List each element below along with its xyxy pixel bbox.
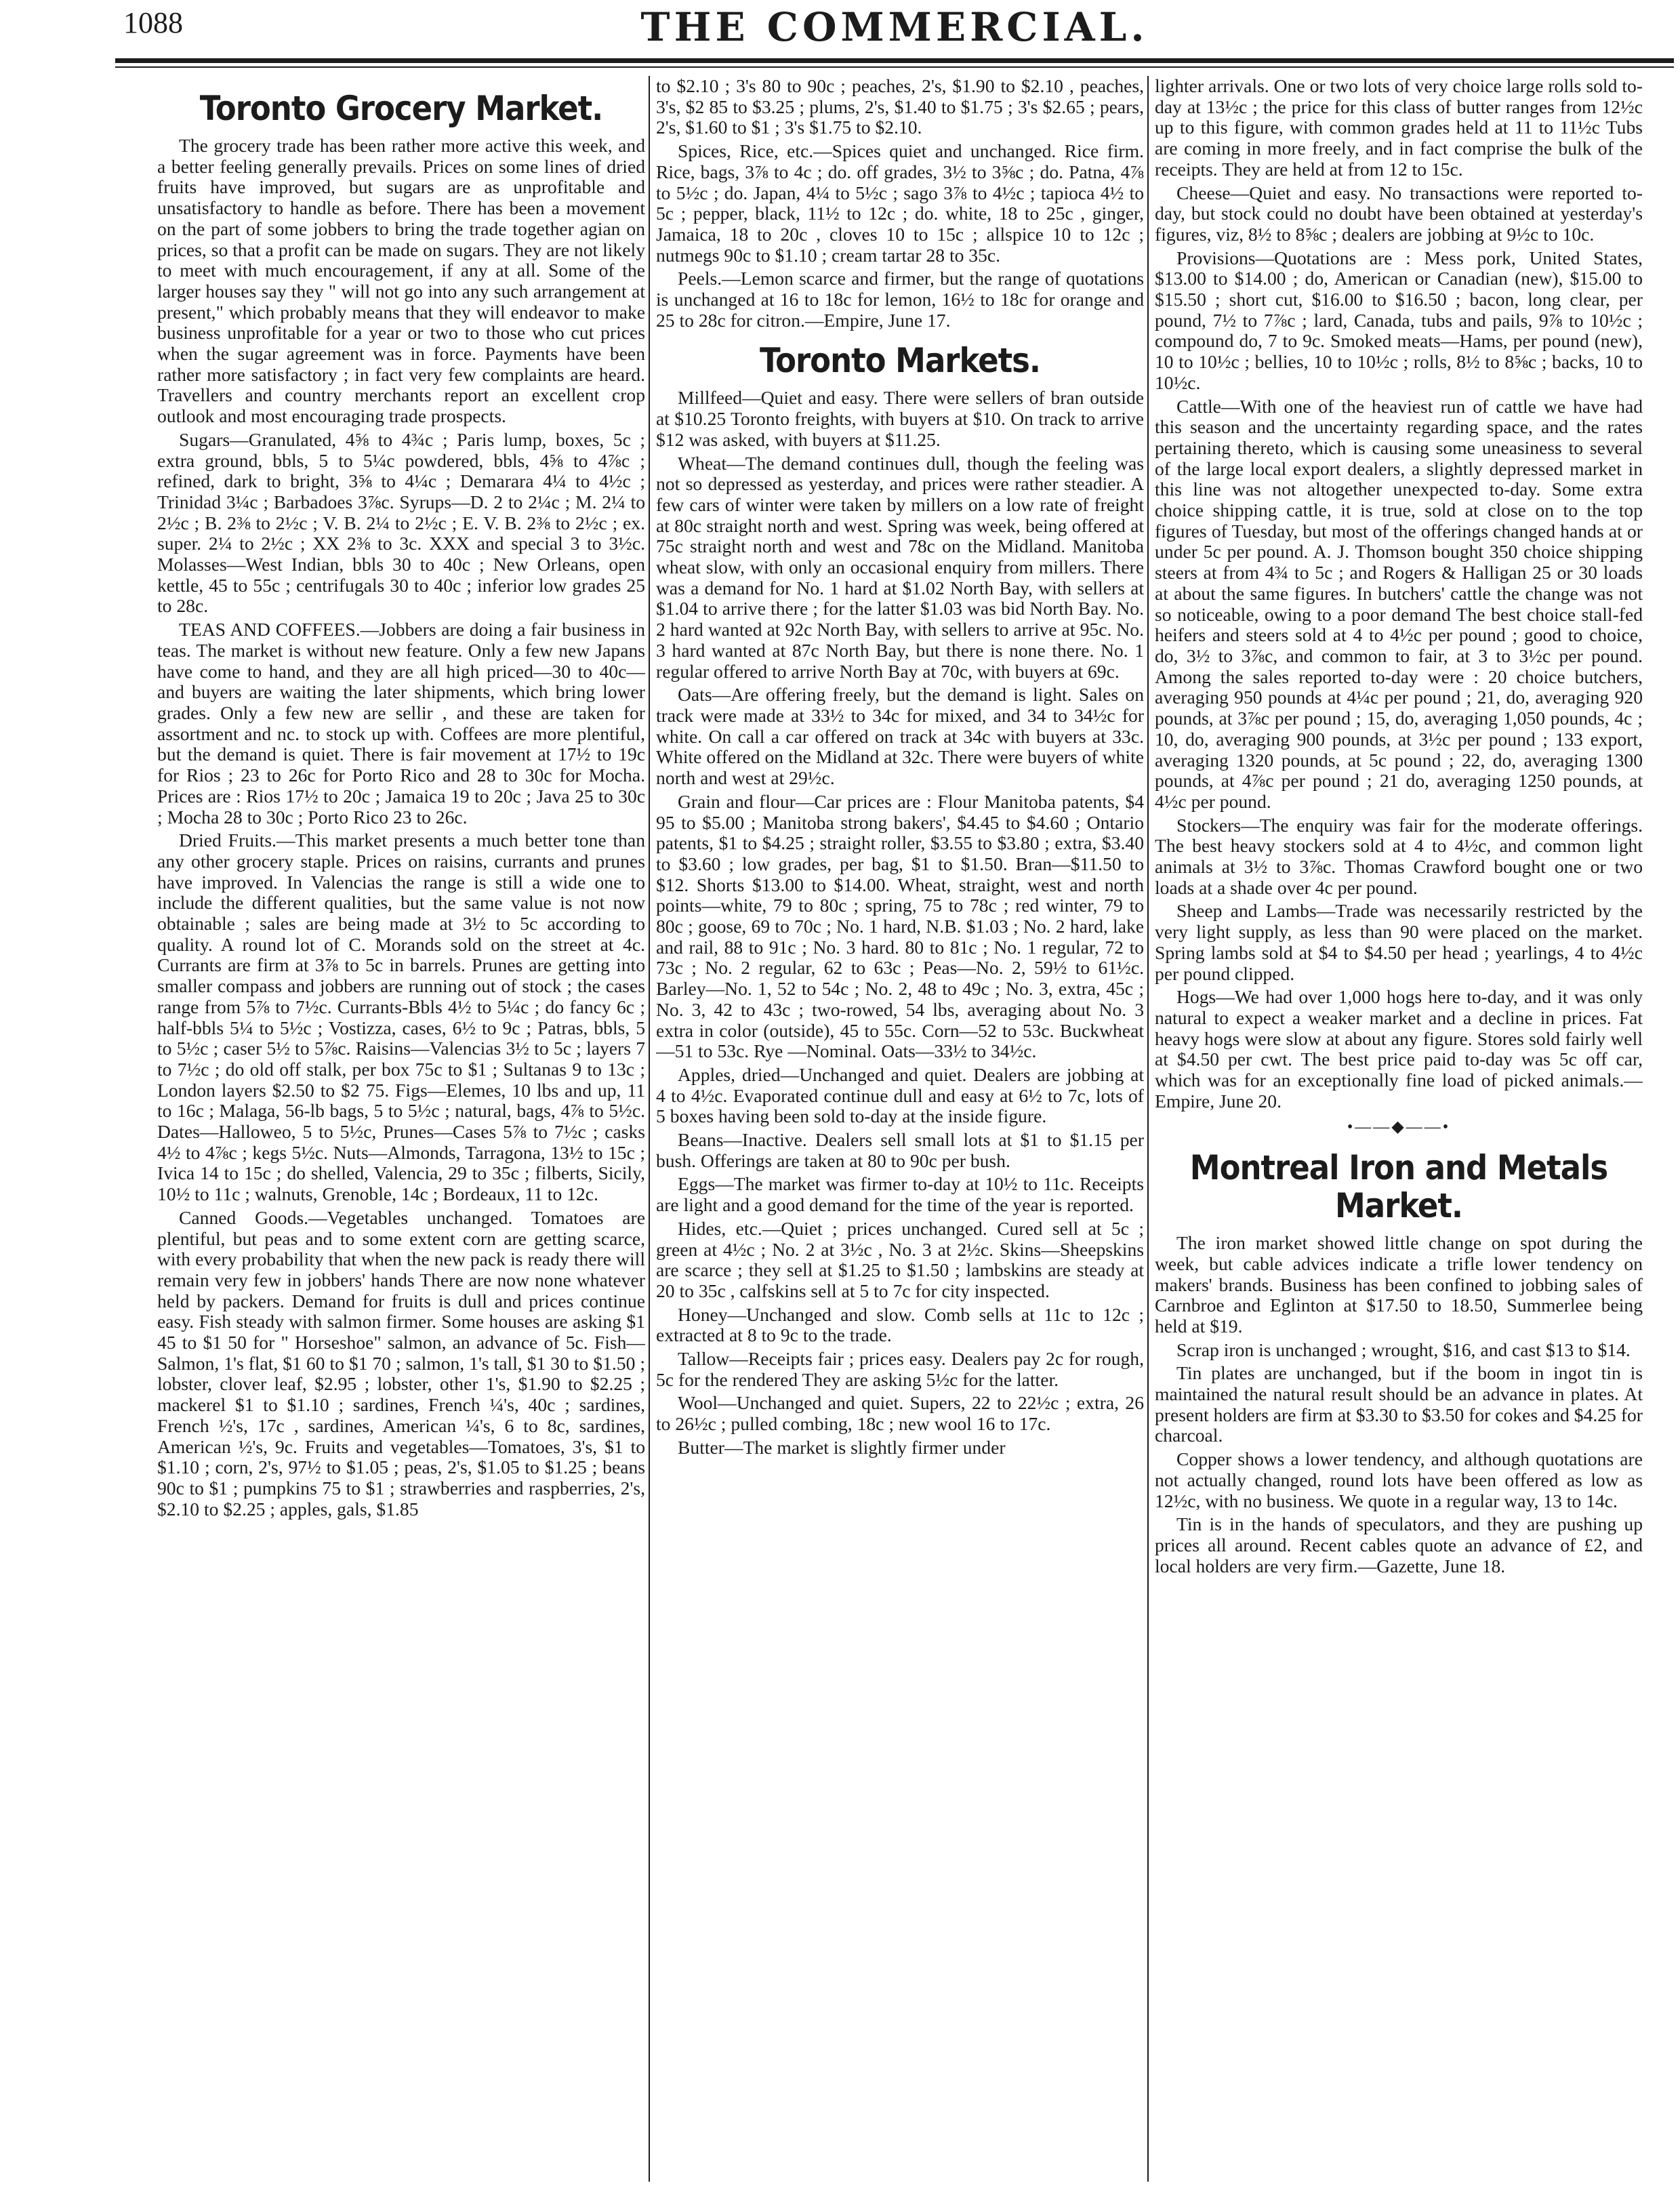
article-paragraph: Eggs—The market was firmer to-day at 10½ to 11c. Receipts are light and a good demand for the time of the year is reported.: [656, 1173, 1144, 1216]
article-paragraph: Spices, Rice, etc.—Spices quiet and unchanged. Rice firm. Rice, bags, 3⅞ to 4c ; do. off grades, 3½ to 3⅝c ; do. Patna, 4⅞ to 5½c ; do. Japan, 4¼ to 5½c ; sago 3⅞ to 4½c ; tapioca 4½ to 5c ; pepper, black, 11½ to 12c ; do. white, 18 to 25c , ginger, Jamaica, 18 to 20c , cloves 10 to 15c ; allspice 10 to 12c ; nutmegs 90c to $1.10 ; cream tartar 28 to 35c.: [656, 140, 1144, 266]
header-rule-thin: [115, 66, 1674, 68]
article-paragraph: Dried Fruits.—This market presents a much better tone than any other grocery staple. Prices on raisins, currants and prunes have improved. In Valencias the range is still a wide one to include the different qualities, but the same value is not now obtainable ; sales are being made at 3½ to 5c according to quality. A round lot of C. Morands sold on the street at 4c. Currants are firm at 3⅞ to 5c in barrels. Prunes are getting into smaller compass and jobbers are running out of stock ; the cases range from 5⅞ to 7½c. Currants-Bbls 4½ to 5¼c ; do fancy 6c ; half-bbls 5¼ to 5½c ; Vostizza, cases, 6½ to 9c ; Patras, bbls, 5 to 5½c ; caser 5½ to 5⅞c. Raisins—Valencias 3½ to 5c ; layers 7 to 7½c ; do old off stalk, per box 75c to $1 ; Sultanas 9 to 13c ; London layers $2.50 to $2 75. Figs—Elemes, 10 lbs and up, 11 to 16c ; Malaga, 56-lb bags, 5 to 5½c ; natural, bags, 4⅞ to 5½c. Dates—Halloweo, 5 to 5½c, Prunes—Cases 5⅞ to 7½c ; casks 4½ to 4⅞c ; kegs 5½c. Nuts—Almonds, Tarragona, 13½ to 15c ; Ivica 14 to 15c ; do shelled, Valencia, 29 to 35c ; filberts, Sicily, 10½ to 11c ; walnuts, Grenoble, 14c ; Bordeaux, 11 to 12c.: [157, 830, 645, 1205]
article-paragraph: Tin is in the hands of speculators, and they are pushing up prices all around. Recent cables quote an advance of £2, and local holders are very firm.—Gazette, June 18.: [1155, 1513, 1643, 1576]
article-paragraph: Grain and flour—Car prices are : Flour Manitoba patents, $4 95 to $5.00 ; Manitoba strong bakers', $4.45 to $4.60 ; Ontario patents, $1 to $4.25 ; straight roller, $3.55 to $3.80 ; extra, $3.40 to $3.60 ; low grades, per bag, $1 to $1.50. Bran—$11.50 to $12. Shorts $13.00 to $14.00. Wheat, straight, west and north points—white, 79 to 80c ; spring, 75 to 78c ; red winter, 79 to 80c ; goose, 69 to 70c ; No. 1 hard, N.B. $1.03 ; No. 2 hard, lake and rail, 88 to 91c ; No. 3 hard. 80 to 81c ; No. 1 regular, 72 to 73c ; No. 2 regular, 62 to 63c ; Peas—No. 2, 59½ to 61½c. Barley—No. 1, 52 to 54c ; No. 2, 48 to 49c ; No. 3, extra, 45c ; No. 3, 42 to 43c ; two-rowed, 54 lbs, averaging about No. 3 extra in color (outside), 45 to 55c. Corn—52 to 53c. Buckwheat—51 to 53c. Rye —Nominal. Oats—33½ to 34½c.: [656, 790, 1144, 1062]
article-paragraph: Butter—The market is slightly firmer under: [678, 1436, 1006, 1458]
article-paragraph: Scrap iron is unchanged ; wrought, $16, and cast $13 to $14.: [1176, 1339, 1631, 1360]
article-paragraph: Wool—Unchanged and quiet. Supers, 22 to 22½c ; extra, 26 to 26½c ; pulled combing, 18c ; new wool 16 to 17c.: [656, 1392, 1144, 1435]
article-paragraph: Provisions—Quotations are : Mess pork, United States, $13.00 to $14.00 ; do, American or Canadian (new), $15.00 to $15.50 ; short cut, $16.00 to $16.50 ; bacon, long clear, per pound, 7½ to 7⅞c ; lard, Canada, tubs and pails, 9⅞ to 10½c ; compound do, 7 to 9c. Smoked meats—Hams, per pound (new), 10 to 10½c ; bellies, 10 to 10½c ; rolls, 8½ to 8⅝c ; backs, 10 to 10½c.: [1155, 247, 1643, 393]
column-1: [157, 76, 645, 2182]
article-paragraph: Wheat—The demand continues dull, though the feeling was not so depressed as yesterday, and prices were rather steadier. A few cars of winter were taken by millers on a low rate of freight at 80c straight north and west. Spring was week, being offered at 75c straight north and west and 78c on the Midland. Manitoba wheat slow, with only an occasional enquiry from millers. There was a demand for No. 1 hard at $1.02 North Bay, with sellers at $1.04 to arrive there ; for the latter $1.03 was bid North Bay. No. 2 hard wanted at 92c North Bay, with sellers to arrive at 95c. No. 3 hard wanted at 87c North Bay, but there is none there. No. 1 regular offered to arrive North Bay at 70c, with buyers at 69c.: [656, 452, 1144, 682]
article-paragraph: Honey—Unchanged and slow. Comb sells at 11c to 12c ; extracted at 8 to 9c to the trade.: [656, 1303, 1144, 1346]
article-paragraph: The iron market showed little change on spot during the week, but cable advices indicate a trifle lower tendency on makers' brands. Business has been confined to jobbing sales of Carnbroe and Eglinton at $17.50 to 18.50, Summerlee being held at $19.: [1155, 1232, 1643, 1337]
article-title-toronto-grocery: Toronto Grocery Market.: [199, 89, 603, 128]
article-paragraph: to $2.10 ; 3's 80 to 90c ; peaches, 2's, $1.90 to $2.10 , peaches, 3's, $2 85 to $3.25 ; plums, 2's, $1.40 to $1.75 ; 3's $2.65 ; pears, 2's, $1.60 to $1 ; 3's $1.75 to $2.10.: [656, 76, 1144, 138]
article-paragraph: Sugars—Granulated, 4⅝ to 4¾c ; Paris lump, boxes, 5c ; extra ground, bbls, 5 to 5¼c powdered, bbls, 4⅝ to 4⅞c ; refined, dark to bright, 3⅝ to 4¼c ; Demarara 4¼ to 4½c ; Trinidad 3¼c ; Barbadoes 3⅞c. Syrups—D. 2 to 2¼c ; M. 2¼ to 2½c ; B. 2⅜ to 2½c ; V. B. 2¼ to 2½c ; E. V. B. 2⅜ to 2½c ; ex. super. 2¼ to 2½c ; XX 2⅜ to 3c. XXX and special 3 to 3½c. Molasses—West Indian, bbls 30 to 40c ; New Orleans, open kettle, 45 to 55c ; centrifugals 30 to 40c ; inferior low grades 25 to 28c.: [157, 428, 645, 617]
article-paragraph: TEAS AND COFFEES.—Jobbers are doing a fair business in teas. The market is without new feature. Only a few new Japans have come to hand, and they are all high priced—30 to 40c—and buyers are waiting the later shipments, which bring lower grades. Only a few new are sellir , and these are taken for assortment and nc. to stock up with. Coffees are more plentiful, but the demand is quiet. There is fair movement at 17½ to 19c for Rios ; 23 to 26c for Porto Rico and 28 to 30c for Mocha. Prices are : Rios 17½ to 20c ; Jamaica 19 to 20c ; Java 25 to 30c ; Mocha 28 to 30c ; Porto Rico 23 to 26c.: [157, 619, 645, 828]
column-divider: [649, 76, 650, 2182]
article-paragraph: Sheep and Lambs—Trade was necessarily restricted by the very light supply, as less than 90 were placed on the market. Spring lambs sold at $4 to $4.50 per head ; yearlings, 4 to 4½c per pound clipped.: [1155, 900, 1643, 984]
article-paragraph: Tin plates are unchanged, but if the boom in ingot tin is maintained the natural result should be an advance in plates. At present holders are firm at $3.30 to $3.50 for cokes and $4.25 for charcoal.: [1155, 1362, 1643, 1446]
article-paragraph: The grocery trade has been rather more active this week, and a better feeling generally prevails. Prices on some lines of dried fruits have improved, but sugars are as unprofitable and unsatisfactory to handle as before. There has been a movement on the part of some jobbers to bring the trade together agian on prices, so that a profit can be made on sugars. They are not likely to meet with much encouragement, if any at all. Some of the larger houses say they " will not go into any such arrangement at present," which probably means that they will endeavor to make business unprofitable for a year or two to those who cut prices when the sugar agreement was in force. Payments have been rather more satisfactory ; in fact very few complaints are heard. Travellers and country merchants report an excellent crop outlook and most encouraging trade prospects.: [157, 135, 645, 427]
article-paragraph: Hides, etc.—Quiet ; prices unchanged. Cured sell at 5c ; green at 4½c ; No. 2 at 3½c , No. 3 at 2½c. Skins—Sheepskins are scarce ; they sell at $1.25 to $1.50 ; lambskins are steady at 20 to 35c , calfskins sell at 5 to 7c for city inspected.: [656, 1217, 1144, 1301]
article-paragraph: Millfeed—Quiet and easy. There were sellers of bran outside at $10.25 Toronto freights, with buyers at $10. On track to arrive $12 was asked, with buyers at $11.25.: [656, 387, 1144, 450]
column-3: [1155, 76, 1643, 2182]
article-paragraph: Canned Goods.—Vegetables unchanged. Tomatoes are plentiful, but peas and to some extent corn are getting scarce, with every probability that when the new pack is ready there will remain very few in jobbers' hands There are now none whatever held by packers. Demand for fruits is dull and prices continue easy. Fish steady with salmon firmer. Some houses are asking $1 45 to $1 50 for " Horseshoe" salmon, an advance of 5c. Fish—Salmon, 1's flat, $1 60 to $1 70 ; salmon, 1's tall, $1 30 to $1.50 ; lobster, clover leaf, $2.95 ; lobster, other 1's, $1.90 to $2.25 ; mackerel $1 to $1.10 ; sardines, French ¼'s, 40c ; sardines, French ½'s, 17c , sardines, American ¼'s, 6 to 8c, sardines, American ½'s, 9c. Fruits and vegetables—Tomatoes, 3's, $1 to $1.10 ; corn, 2's, 97½ to $1.05 ; peas, 2's, $1.05 to $1.25 ; beans 90c to $1 ; pumpkins 75 to $1 ; strawberries and raspberries, 2's, $2.10 to $2.25 ; apples, gals, $1.85: [157, 1206, 645, 1520]
article-paragraph: Stockers—The enquiry was fair for the moderate offerings. The best heavy stockers sold at 4 to 4½c, and common light animals at 3½ to 3⅞c. Thomas Crawford bought one or two loads at a shade over 4c per pound.: [1155, 814, 1643, 898]
article-paragraph: Copper shows a lower tendency, and although quotations are not actually changed, round lots have been offered as low as 12½c, with no business. We quote in a regular way, 13 to 14c.: [1155, 1448, 1643, 1511]
article-paragraph: Hogs—We had over 1,000 hogs here to-day, and it was only natural to expect a weaker market and a decline in prices. Fat heavy hogs were slow at about any figure. Stores sold fairly well at $4.50 per cwt. The best price paid to-day was 5c off car, which was for an exceptionally fine load of picked animals.—Empire, June 20.: [1155, 986, 1643, 1112]
article-paragraph: Tallow—Receipts fair ; prices easy. Dealers pay 2c for rough, 5c for the rendered They are asking 5½c for the latter.: [656, 1348, 1144, 1390]
article-paragraph: Cheese—Quiet and easy. No transactions were reported to-day, but stock could no doubt have been obtained at yesterday's figures, viz, 8½ to 8⅝c ; dealers are jobbing at 9½c to 10c.: [1155, 182, 1643, 245]
newspaper-title: THE COMMERCIAL.: [640, 4, 1149, 50]
header-rule-thick: [115, 58, 1674, 63]
article-title-montreal-iron: Montreal Iron and Metals Market.: [1189, 1148, 1608, 1226]
article-paragraph: lighter arrivals. One or two lots of very choice large rolls sold to-day at 13½c ; the price for this class of butter ranges from 12½c up to this figure, with common grades held at 11 to 11½c Tubs are coming in more freely, and in fact comprise the bulk of the receipts. They are held at from 12 to 15c.: [1155, 76, 1643, 180]
column-divider: [1147, 76, 1149, 2182]
section-separator: •——◆——•: [1347, 1118, 1451, 1137]
article-paragraph: Peels.—Lemon scarce and firmer, but the range of quotations is unchanged at 16 to 18c for lemon, 16½ to 18c for orange and 25 to 28c for citron.—Empire, June 17.: [656, 268, 1144, 331]
article-paragraph: Oats—Are offering freely, but the demand is light. Sales on track were made at 33½ to 34c for mixed, and 34 to 34½c for white. On call a car offered on track at 34c with buyers at 33c. White offered on the Midland at 32c. There were buyers of white north and west at 29½c.: [656, 684, 1144, 789]
page-number: 1088: [123, 6, 183, 39]
article-paragraph: Cattle—With one of the heaviest run of cattle we have had this season and the uncertainty regarding space, and the rates pertaining thereto, which is causing some uneasiness to several of the large local export dealers, a slightly depressed market in this line was not altogether unexpected to-day. Some extra choice shipping cattle, it is true, sold at close on to the top figures of Tuesday, but most of the offerings changed hands at or under 5c per pound. A. J. Thomson bought 350 choice shipping steers at from 4¾ to 5c ; and Rogers & Halligan 25 or 30 loads at about the same figures. In butchers' cattle the change was not so noticeable, owing to a poor demand The best choice stall-fed heifers and steers sold at 4 to 4½c per pound ; good to choice, do, 3½ to 3⅞c, and common to fair, at 3 to 3½c per pound. Among the sales reported to-day were : 20 choice butchers, averaging 950 pounds at 4¼c per pound ; 21, do, averaging 920 pounds, at 3⅞c per pound ; 15, do, averaging 1,050 pounds, 4c ; 10, do, averaging 900 pounds, at 3½c per pound ; 133 export, averaging 1320 pounds, at 5c pound ; 22, do, averaging 1300 pounds, at 4⅞c per pound ; 21 do, averaging 1250 pounds, at 4½c per pound.: [1155, 395, 1643, 812]
masthead: [115, 4, 1674, 50]
article-title-toronto-markets: Toronto Markets.: [760, 341, 1040, 381]
column-2: [656, 76, 1144, 2182]
article-paragraph: Apples, dried—Unchanged and quiet. Dealers are jobbing at 4 to 4½c. Evaporated continue dull and easy at 6½ to 7c, lots of 5 boxes having been sold to-day at the inside figure.: [656, 1063, 1144, 1127]
article-paragraph: Beans—Inactive. Dealers sell small lots at $1 to $1.15 per bush. Offerings are taken at 80 to 90c per bush.: [656, 1129, 1144, 1171]
